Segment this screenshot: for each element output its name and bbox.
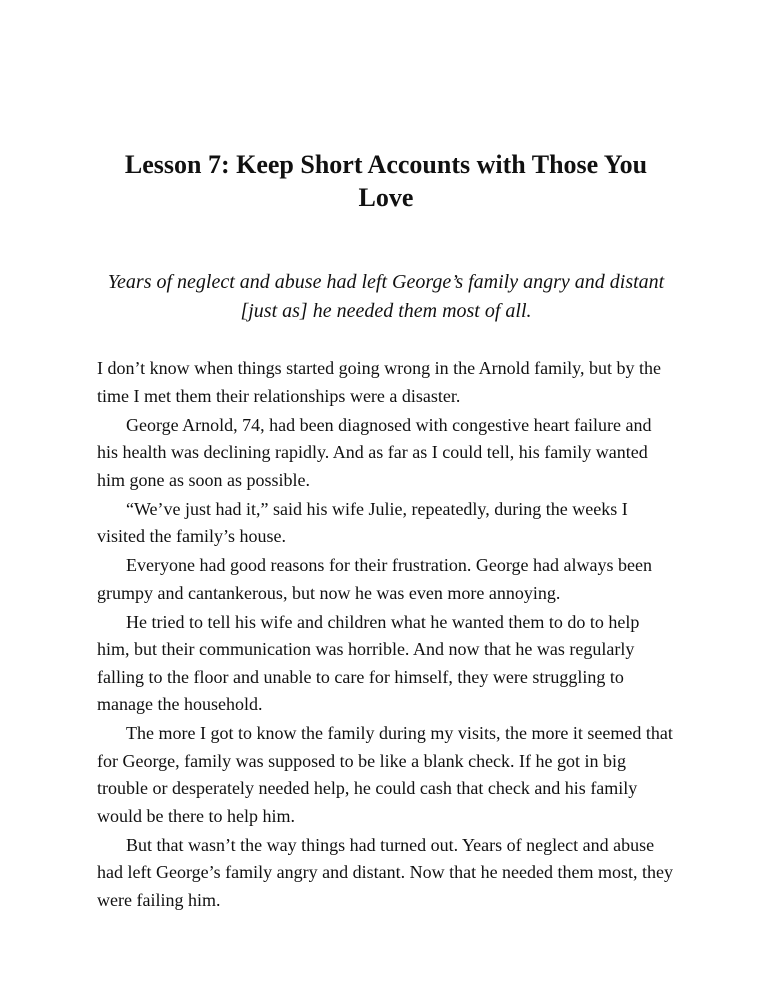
- body-paragraph: The more I got to know the family during my visits, the more it seemed that for George, family was supposed to be like a blank check. If he got in big trouble or desperately needed help, he could cash that check and his family would be there to help him.: [97, 723, 673, 826]
- body-paragraph: “We’ve just had it,” said his wife Julie, repeatedly, during the weeks I visited the family’s house.: [97, 498, 628, 546]
- body-paragraph: But that wasn’t the way things had turned out. Years of neglect and abuse had left George’s family angry and distant. Now that he needed them most, they were failing him.: [97, 834, 674, 910]
- body-paragraph: I don’t know when things started going wrong in the Arnold family, but by the time I met them their relationships were a disaster.: [97, 358, 661, 406]
- chapter-title: Lesson 7: Keep Short Accounts with Those You Love: [124, 150, 648, 212]
- body-paragraph: Everyone had good reasons for their frustration. George had always been grumpy and cantankerous, but now he was even more annoying.: [97, 555, 652, 603]
- body-paragraph: He tried to tell his wife and children what he wanted them to do to help him, but their communication was horrible. And now that he was regularly falling to the floor and unable to care for himself, they were struggling to manage the household.: [97, 611, 640, 714]
- body-text: [97, 355, 675, 916]
- body-paragraph: George Arnold, 74, had been diagnosed with congestive heart failure and his health was declining rapidly. And as far as I could tell, his family wanted him gone as soon as possible.: [97, 414, 652, 490]
- chapter-epigraph: Years of neglect and abuse had left George’s family angry and distant [just as] he needed them most of all.: [107, 271, 665, 322]
